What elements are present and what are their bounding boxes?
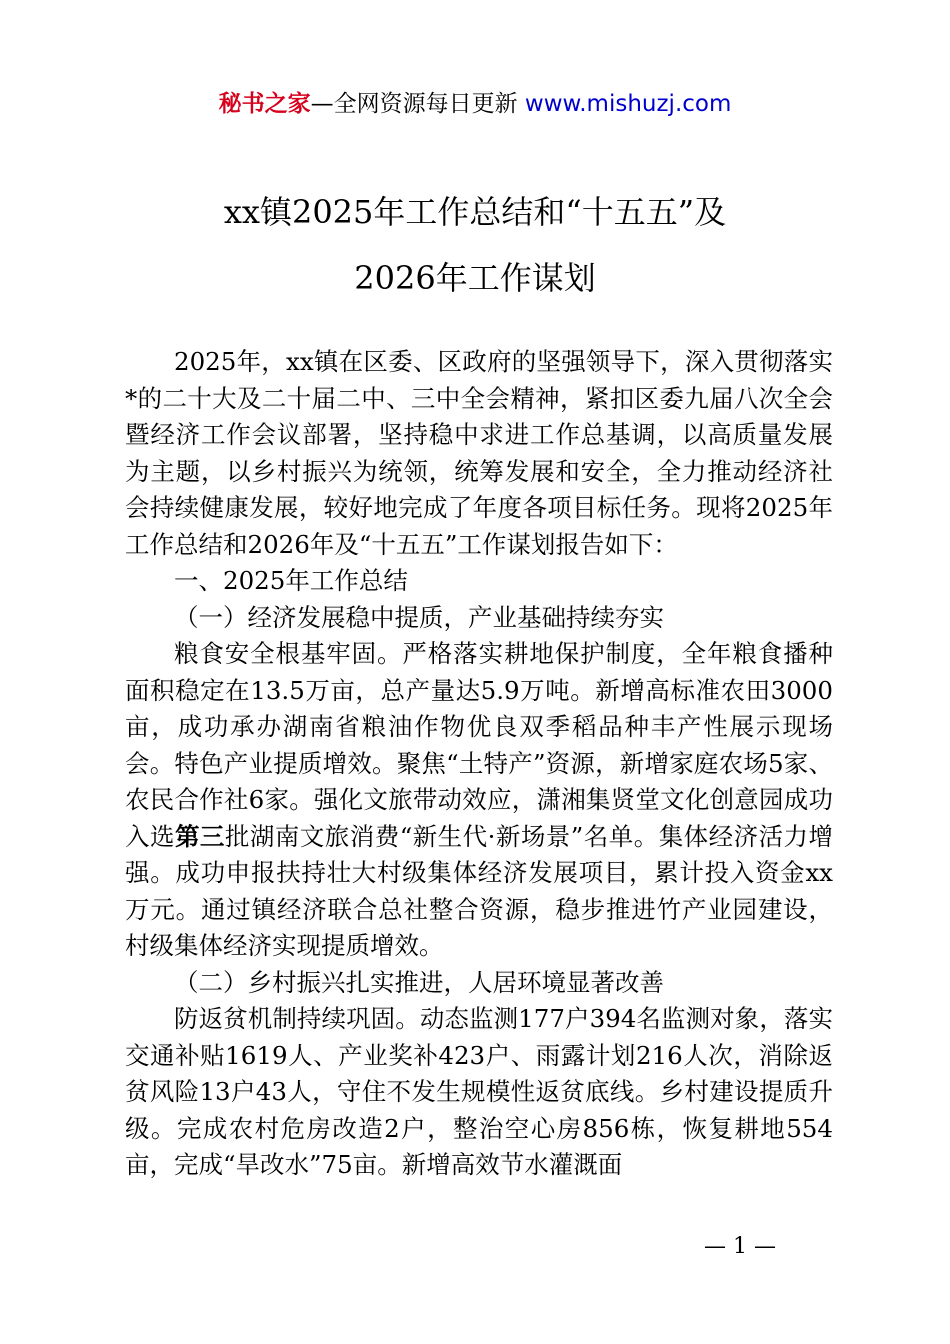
document-title-line2: 2026年工作谋划: [354, 259, 596, 297]
section-heading-1: 一、2025年工作总结: [174, 566, 408, 595]
site-tagline: —全网资源每日更新: [310, 91, 525, 117]
subsection-paragraph-1: [125, 636, 833, 965]
site-header: [0, 86, 950, 122]
subsection-heading-1: （一）经济发展稳中提质，产业基础持续夯实: [174, 602, 664, 632]
site-url-link[interactable]: www.mishuzj.com: [524, 91, 732, 117]
paragraph-text-part-a: 粮食安全根基牢固。严格落实耕地保护制度，全年粮食播种面积稳定在13.5万亩，总产量达5.9万吨。新增高标准农田3000亩，成功承办湖南省粮油作物优良双季稻品种丰产性展示现场会。特色产业提质增效。聚焦“土特产”资源，新增家庭农场5家、农民合作社6家。强化文旅带动效应，潇湘集贤堂文化创意园成功入选: [125, 639, 833, 851]
intro-paragraph: 2025年，xx镇在区委、区政府的坚强领导下，深入贯彻落实*的二十大及二十届二中、三中全会精神，紧扣区委九届八次全会暨经济工作会议部署，坚持稳中求进工作总基调，以高质量发展为主题，以乡村振兴为统领，统筹发展和安全，全力推动经济社会持续健康发展，较好地完成了年度各项目标任务。现将2025年工作总结和2026年及“十五五”工作谋划报告如下：: [125, 347, 833, 559]
subsection-heading-2: （二）乡村振兴扎实推进，人居环境显著改善: [174, 967, 664, 997]
subsection-paragraph-2: 防返贫机制持续巩固。动态监测177户394名监测对象，落实交通补贴1619人、产业奖补423户、雨露计划216人次，消除返贫风险13户43人，守住不发生规模性返贫底线。乡村建设提质升级。完成农村危房改造2户，整治空心房856栋，恢复耕地554亩，完成“旱改水”75亩。新增高效节水灌溉面: [125, 1004, 833, 1179]
document-title-line1: xx镇2025年工作总结和“十五五”及: [223, 193, 727, 231]
document-body: [125, 344, 833, 1184]
paragraph-text-part-b: 批湖南文旅消费“新生代·新场景”名单。集体经济活力增强。成功申报扶持壮大村级集体经济发展项目，累计投入资金xx万元。通过镇经济联合总社整合资源，稳步推进竹产业园建设，村级集体经济实现提质增效。: [125, 821, 834, 960]
site-brand: 秘书之家: [218, 91, 311, 117]
page-number: — 1 —: [704, 1234, 776, 1259]
bold-emphasis: 第三: [174, 821, 225, 851]
